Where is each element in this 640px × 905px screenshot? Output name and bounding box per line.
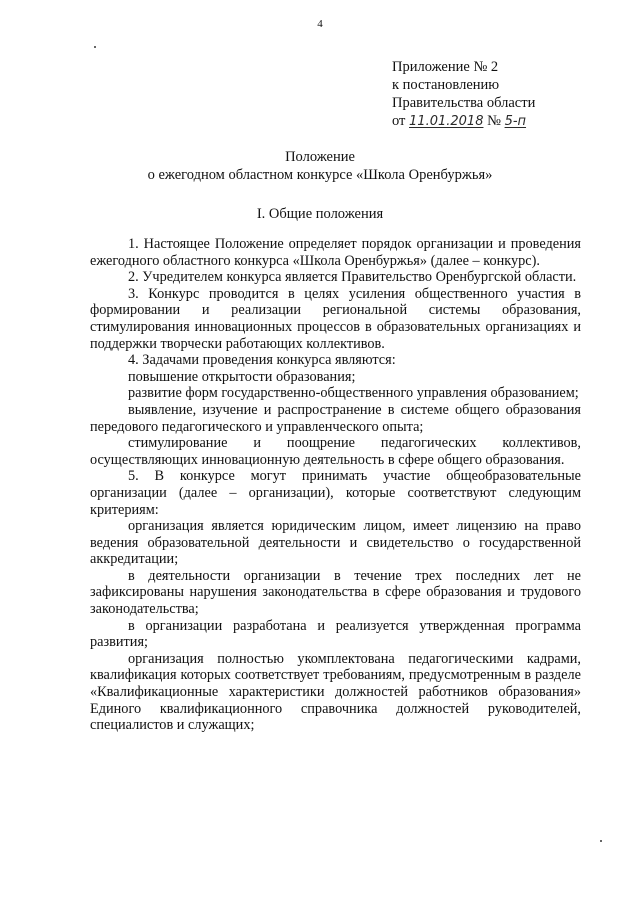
- number-prefix: №: [487, 113, 501, 129]
- document-body: [90, 236, 581, 734]
- attachment-line-1: Приложение № 2: [392, 59, 499, 75]
- scan-mark: [94, 46, 96, 48]
- handwritten-number: 5-п: [504, 114, 527, 129]
- attachment-block: [392, 58, 535, 131]
- paragraph: повышение открытости образования;: [128, 368, 356, 385]
- paragraph: организация полностью укомплектована педагогическими кадрами, квалификация которых соответствует требованиям, предусмотренным в разделе «Квалификационные характеристики должностей работников образования» Единого квалификационного справочника должностей руководителей, специалистов и служащих;: [90, 650, 581, 734]
- paragraph: стимулирование и поощрение педагогических коллективов, осуществляющих инновационную деятельность в сфере общего образования.: [90, 435, 581, 468]
- paragraph: организация является юридическим лицом, имеет лицензию на право ведения образовательной деятельности и свидетельство о государственной аккредитации;: [90, 518, 581, 568]
- attachment-line-2: к постановлению: [392, 77, 500, 93]
- paragraph: 4. Задачами проведения конкурса являются:: [128, 352, 396, 369]
- paragraph: в организации разработана и реализуется утвержденная программа развития;: [90, 617, 581, 651]
- section-title: I. Общие положения: [256, 206, 384, 222]
- paragraph: в деятельности организации в течение трех последних лет не зафиксированы нарушения законодательства в сфере образования и трудового законодательства;: [90, 567, 581, 618]
- attachment-line-3: Правительства области: [392, 95, 536, 111]
- document-subtitle: о ежегодном областном конкурсе «Школа Оренбуржья»: [147, 167, 493, 183]
- paragraph: 5. В конкурсе могут принимать участие общеобразовательные организации (далее – организации), которые соответствуют следующим критериям:: [90, 468, 581, 518]
- attachment-date-line: [392, 112, 535, 131]
- handwritten-date: 11.01.2018: [409, 114, 484, 129]
- paragraph: выявление, изучение и распространение в системе общего образования передового педагогического и управленческого опыта;: [90, 401, 581, 435]
- scan-mark: [600, 840, 602, 842]
- paragraph: 3. Конкурс проводится в целях усиления общественного участия в формировании и реализации региональной системы образования, стимулирования инновационных процессов в образовательных организациях и поддержки творчески работающих коллективов.: [90, 285, 581, 352]
- paragraph: 2. Учредителем конкурса является Правительство Оренбургской области.: [128, 269, 577, 286]
- paragraph: развитие форм государственно-общественного управления образованием;: [128, 385, 579, 402]
- paragraph: 1. Настоящее Положение определяет порядок организации и проведения ежегодного областного конкурса «Школа Оренбуржья» (далее – конкурс).: [90, 236, 581, 269]
- page-number: 4: [317, 18, 323, 30]
- document-title: Положение: [285, 149, 355, 165]
- date-prefix: от: [392, 113, 406, 129]
